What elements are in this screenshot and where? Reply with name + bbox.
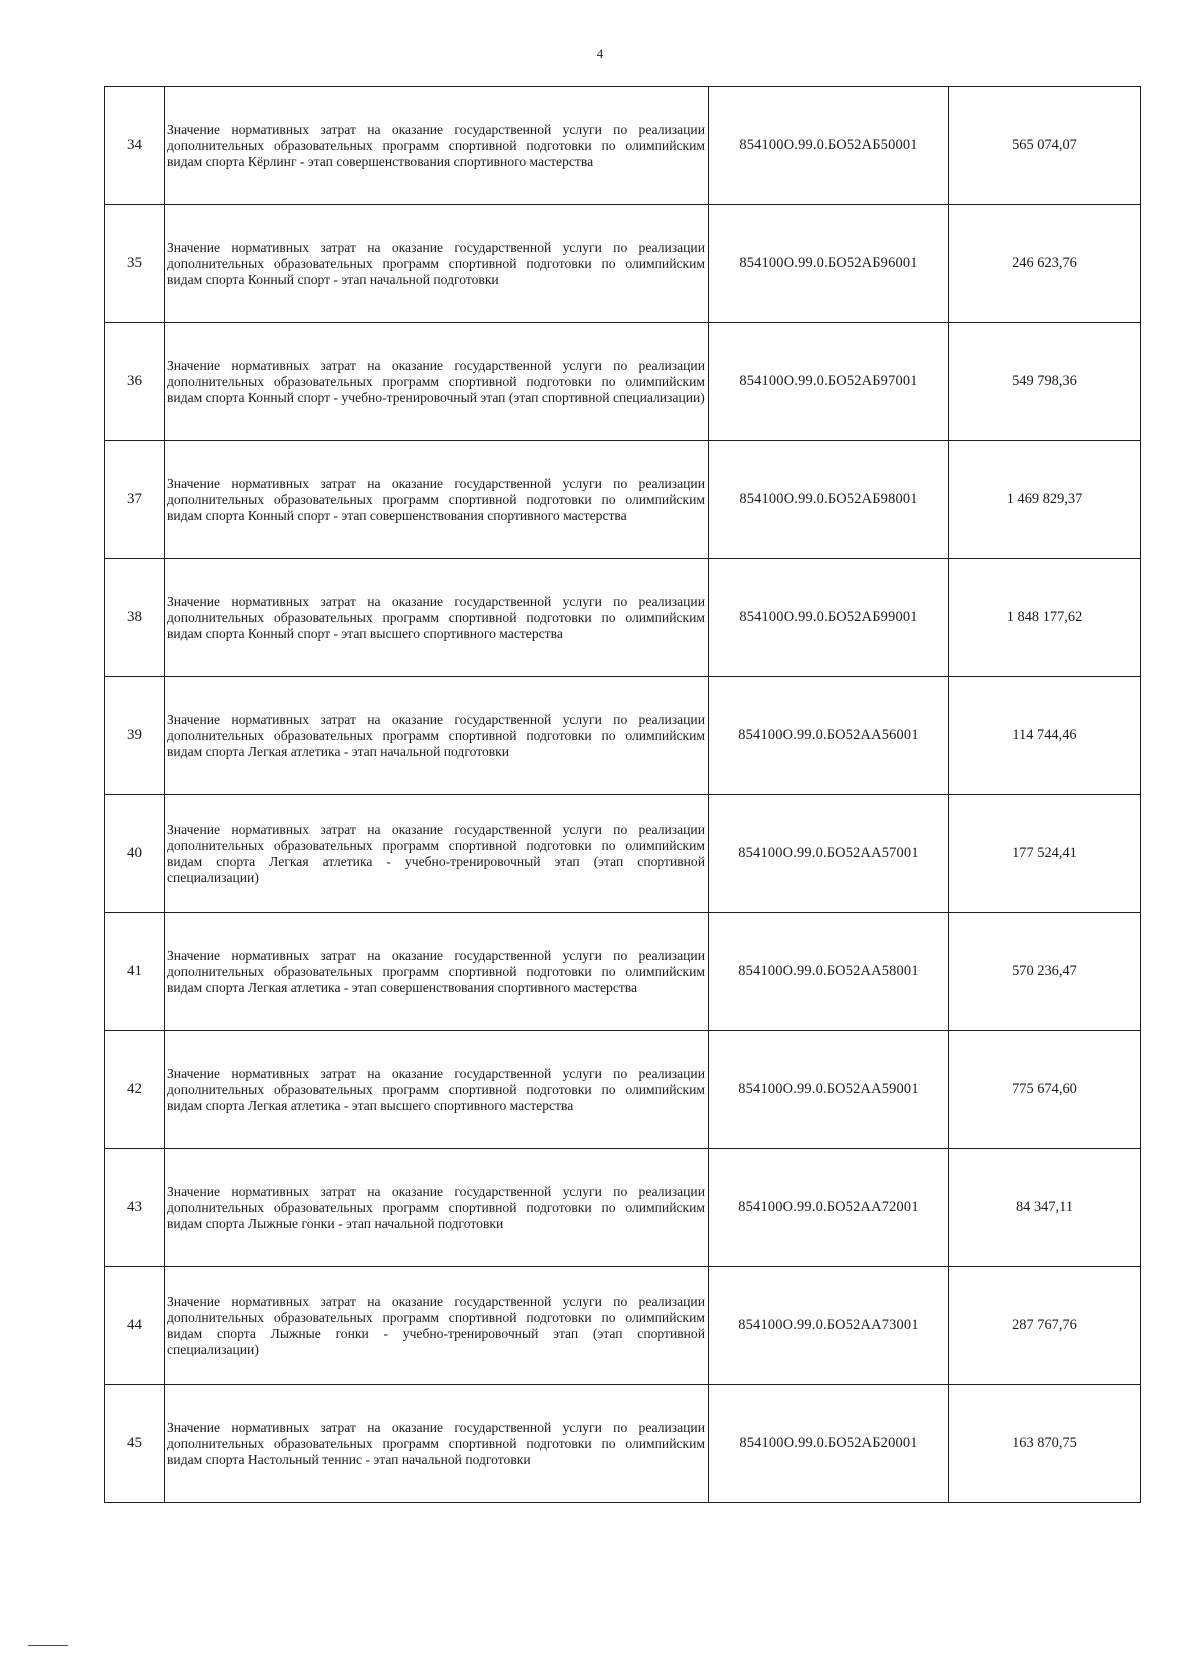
cost-value: 549 798,36 xyxy=(949,323,1141,441)
row-number: 41 xyxy=(105,913,165,1031)
table-row xyxy=(105,913,1141,1031)
table-row xyxy=(105,87,1141,205)
service-description: Значение нормативных затрат на оказание государственной услуги по реализации дополнительных образовательных программ спортивной подготовки по олимпийским видам спорта Конный спорт - этап высшего спортивного мастерства xyxy=(165,559,709,677)
cost-value: 287 767,76 xyxy=(949,1267,1141,1385)
table-row xyxy=(105,795,1141,913)
service-description: Значение нормативных затрат на оказание государственной услуги по реализации дополнительных образовательных программ спортивной подготовки по олимпийским видам спорта Легкая атлетика - этап высшего спортивного мастерства xyxy=(165,1031,709,1149)
row-number: 34 xyxy=(105,87,165,205)
registry-code: 854100О.99.0.БО52АА56001 xyxy=(709,677,949,795)
cost-value: 1 848 177,62 xyxy=(949,559,1141,677)
service-description: Значение нормативных затрат на оказание государственной услуги по реализации дополнительных образовательных программ спортивной подготовки по олимпийским видам спорта Конный спорт - этап совершенствования спортивного мастерства xyxy=(165,441,709,559)
service-description: Значение нормативных затрат на оказание государственной услуги по реализации дополнительных образовательных программ спортивной подготовки по олимпийским видам спорта Лыжные гонки - этап начальной подготовки xyxy=(165,1149,709,1267)
cost-value: 84 347,11 xyxy=(949,1149,1141,1267)
table-row xyxy=(105,323,1141,441)
service-description: Значение нормативных затрат на оказание государственной услуги по реализации дополнительных образовательных программ спортивной подготовки по олимпийским видам спорта Легкая атлетика - этап начальной подготовки xyxy=(165,677,709,795)
row-number: 42 xyxy=(105,1031,165,1149)
row-number: 39 xyxy=(105,677,165,795)
cost-value: 114 744,46 xyxy=(949,677,1141,795)
registry-code: 854100О.99.0.БО52АА58001 xyxy=(709,913,949,1031)
row-number: 37 xyxy=(105,441,165,559)
row-number: 43 xyxy=(105,1149,165,1267)
cost-value: 565 074,07 xyxy=(949,87,1141,205)
registry-code: 854100О.99.0.БО52АБ97001 xyxy=(709,323,949,441)
service-description: Значение нормативных затрат на оказание государственной услуги по реализации дополнительных образовательных программ спортивной подготовки по олимпийским видам спорта Конный спорт - учебно-тренировочный этап (этап спортивной специализации) xyxy=(165,323,709,441)
table-row xyxy=(105,441,1141,559)
registry-code: 854100О.99.0.БО52АБ98001 xyxy=(709,441,949,559)
row-number: 38 xyxy=(105,559,165,677)
service-description: Значение нормативных затрат на оказание государственной услуги по реализации дополнительных образовательных программ спортивной подготовки по олимпийским видам спорта Кёрлинг - этап совершенствования спортивного мастерства xyxy=(165,87,709,205)
scan-corner-mark xyxy=(28,1645,68,1646)
service-description: Значение нормативных затрат на оказание государственной услуги по реализации дополнительных образовательных программ спортивной подготовки по олимпийским видам спорта Конный спорт - этап начальной подготовки xyxy=(165,205,709,323)
table-row xyxy=(105,1149,1141,1267)
table-row xyxy=(105,1385,1141,1503)
service-description: Значение нормативных затрат на оказание государственной услуги по реализации дополнительных образовательных программ спортивной подготовки по олимпийским видам спорта Легкая атлетика - этап совершенствования спортивного мастерства xyxy=(165,913,709,1031)
registry-code: 854100О.99.0.БО52АБ96001 xyxy=(709,205,949,323)
registry-code: 854100О.99.0.БО52АБ20001 xyxy=(709,1385,949,1503)
cost-value: 163 870,75 xyxy=(949,1385,1141,1503)
cost-value: 177 524,41 xyxy=(949,795,1141,913)
row-number: 36 xyxy=(105,323,165,441)
registry-code: 854100О.99.0.БО52АА57001 xyxy=(709,795,949,913)
row-number: 44 xyxy=(105,1267,165,1385)
normative-costs-table xyxy=(104,86,1141,1503)
table-row xyxy=(105,677,1141,795)
table-row xyxy=(105,559,1141,677)
service-description: Значение нормативных затрат на оказание государственной услуги по реализации дополнительных образовательных программ спортивной подготовки по олимпийским видам спорта Лыжные гонки - учебно-тренировочный этап (этап спортивной специализации) xyxy=(165,1267,709,1385)
cost-value: 1 469 829,37 xyxy=(949,441,1141,559)
registry-code: 854100О.99.0.БО52АА73001 xyxy=(709,1267,949,1385)
cost-value: 775 674,60 xyxy=(949,1031,1141,1149)
service-description: Значение нормативных затрат на оказание государственной услуги по реализации дополнительных образовательных программ спортивной подготовки по олимпийским видам спорта Настольный теннис - этап начальной подготовки xyxy=(165,1385,709,1503)
registry-code: 854100О.99.0.БО52АА59001 xyxy=(709,1031,949,1149)
row-number: 40 xyxy=(105,795,165,913)
row-number: 45 xyxy=(105,1385,165,1503)
table-row xyxy=(105,1267,1141,1385)
table-row xyxy=(105,205,1141,323)
service-description: Значение нормативных затрат на оказание государственной услуги по реализации дополнительных образовательных программ спортивной подготовки по олимпийским видам спорта Легкая атлетика - учебно-тренировочный этап (этап спортивной специализации) xyxy=(165,795,709,913)
cost-value: 570 236,47 xyxy=(949,913,1141,1031)
registry-code: 854100О.99.0.БО52АБ99001 xyxy=(709,559,949,677)
registry-code: 854100О.99.0.БО52АА72001 xyxy=(709,1149,949,1267)
page-number: 4 xyxy=(596,46,604,61)
registry-code: 854100О.99.0.БО52АБ50001 xyxy=(709,87,949,205)
row-number: 35 xyxy=(105,205,165,323)
table-row xyxy=(105,1031,1141,1149)
cost-value: 246 623,76 xyxy=(949,205,1141,323)
